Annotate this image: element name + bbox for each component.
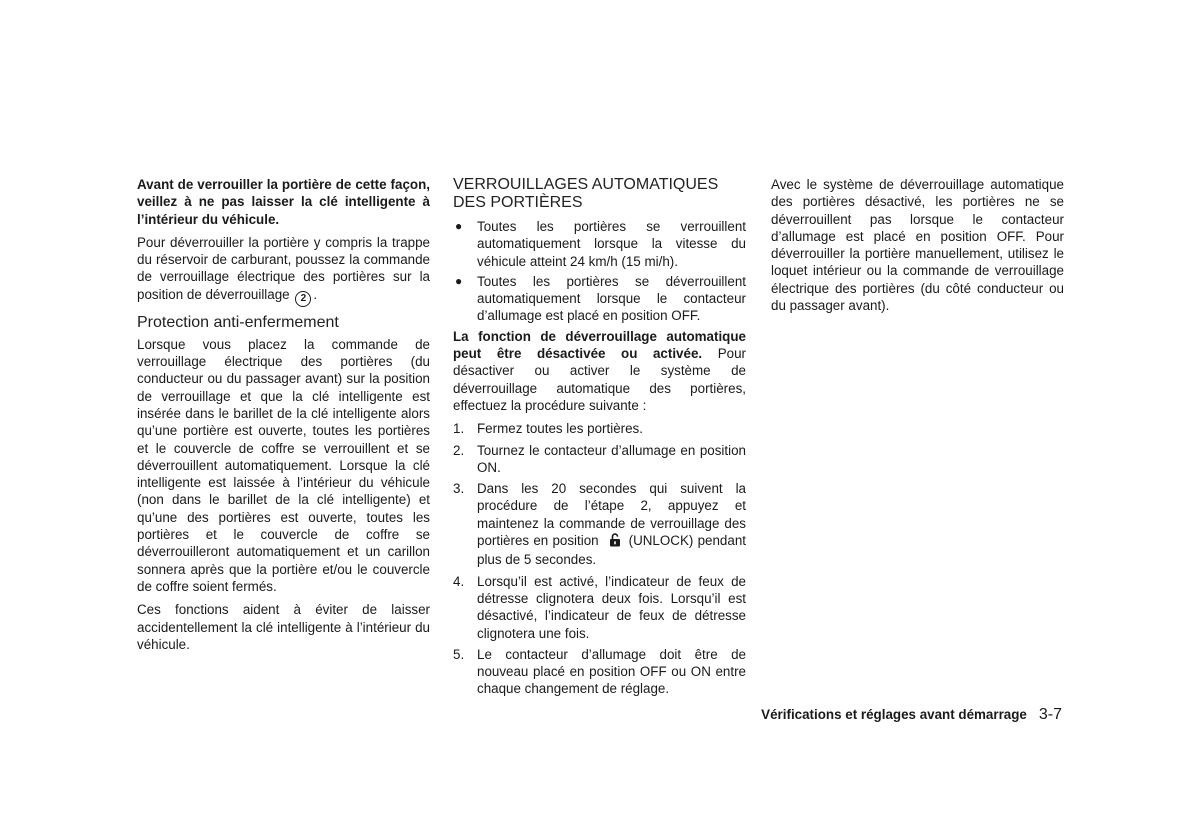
- step-item: [453, 573, 746, 642]
- list-item: [453, 273, 746, 325]
- step-number: 3.: [453, 481, 465, 497]
- section-heading: [453, 176, 746, 212]
- bullet-icon: ●: [455, 219, 463, 233]
- step-text: Lorsqu’il est activé, l’indicateur de feux de détresse clignotera deux fois. Lorsqu’il est désactivé, l’indicateur de feux de détresse clignotera une fois.: [477, 573, 746, 641]
- procedure-intro: [453, 328, 746, 414]
- step-text: Fermez toutes les portières.: [477, 421, 643, 437]
- bullet-icon: ●: [455, 273, 463, 288]
- unlock-instruction-text: Pour déverrouiller la portière y compris la trappe du réservoir de carburant, poussez la commande de verrouillage électrique des portières sur la position de déverrouillage: [137, 234, 430, 302]
- step-text: Dans les 20 secondes qui suivent la procédure de l’étape 2, appuyez et maintenez la commande de verrouillage des portières en position: [477, 481, 746, 549]
- subheading-anti-lockout: Protection anti-enfermement: [137, 313, 339, 331]
- step-item: [453, 420, 746, 437]
- functions-note: Ces fonctions aident à éviter de laisser accidentellement la clé intelligente à l’intérieur du véhicule.: [137, 602, 430, 652]
- step-number: 5.: [453, 646, 465, 662]
- list-item: [453, 218, 746, 270]
- step-text-continued: (UNLOCK) pendant plus de 5 secondes.: [477, 533, 746, 568]
- step-item: [453, 480, 746, 568]
- bullet-text: Toutes les portières se déverrouillent automatiquement lorsque le contacteur d’allumage est placé en position OFF.: [477, 273, 746, 324]
- warning-text: Avant de verrouiller la portière de cette façon, veillez à ne pas laisser la clé intelligente à l’intérieur du véhicule.: [137, 177, 430, 227]
- procedure-intro-bold: La fonction de déverrouillage automatique peut être désactivée ou activée.: [453, 328, 746, 362]
- step-number: 4.: [453, 573, 465, 589]
- step-text: Le contacteur d’allumage doit être de nouveau placé en position OFF ou ON entre chaque changement de réglage.: [477, 646, 746, 697]
- unlock-icon: [609, 533, 621, 551]
- page-footer: [742, 706, 1062, 723]
- step-number: 1.: [453, 421, 465, 437]
- section-heading-line1: VERROUILLAGES AUTOMATIQUES: [453, 176, 719, 193]
- column-middle: [453, 176, 746, 702]
- anti-lockout-text: Lorsque vous placez la commande de verrouillage électrique des portières (du conducteur ou du passager avant) sur la position de verrouillage et que la clé intelligente est insérée dans le barillet de la clé intelligente alors qu’une portière est ouverte, toutes les portières et le couvercle de coffre se verrouillent et se déverrouillent automatiquement. Lorsque la clé intelligente est laissée à l’intérieur du véhicule (non dans le barillet de la clé intelligente) et qu’une des portières est ouverte, toutes les portières et le couvercle de coffre se déverrouilleront automatiquement et un carillon sonnera après que la portière et/ou le couvercle de coffre soient fermés.: [137, 336, 430, 594]
- unlock-instruction-end: .: [313, 286, 318, 302]
- bullet-text: Toutes les portières se verrouillent automatiquement lorsque la vitesse du véhicule atteint 24 km/h (15 mi/h).: [477, 219, 746, 269]
- procedure-intro-rest: Pour désactiver ou activer le système de déverrouillage automatique des portières, effectuez la procédure suivante :: [453, 346, 746, 413]
- unlock-instruction: [137, 234, 430, 307]
- section-heading-line2: DES PORTIÈRES: [453, 194, 583, 211]
- step-number: 2.: [453, 442, 465, 458]
- column-right: [771, 176, 1064, 320]
- manual-unlock-text: Avec le système de déverrouillage automatique des portières désactivé, les portières ne se déverrouillent pas lorsque le contacteur d’allumage est placé en position OFF. Pour déverrouiller la portière manuellement, utilisez le loquet intérieur ou la commande de verrouillage électrique des portières (du côté conducteur ou du passager avant).: [771, 177, 1064, 314]
- step-text: Tournez le contacteur d’allumage en position ON.: [477, 442, 746, 475]
- step-item: [453, 442, 746, 477]
- column-left: [137, 176, 430, 659]
- step-item: [453, 646, 746, 698]
- callout-marker-icon: 2: [295, 291, 311, 307]
- page-number: 3-7: [1038, 706, 1062, 723]
- footer-section-title: Vérifications et réglages avant démarrage: [761, 707, 1027, 722]
